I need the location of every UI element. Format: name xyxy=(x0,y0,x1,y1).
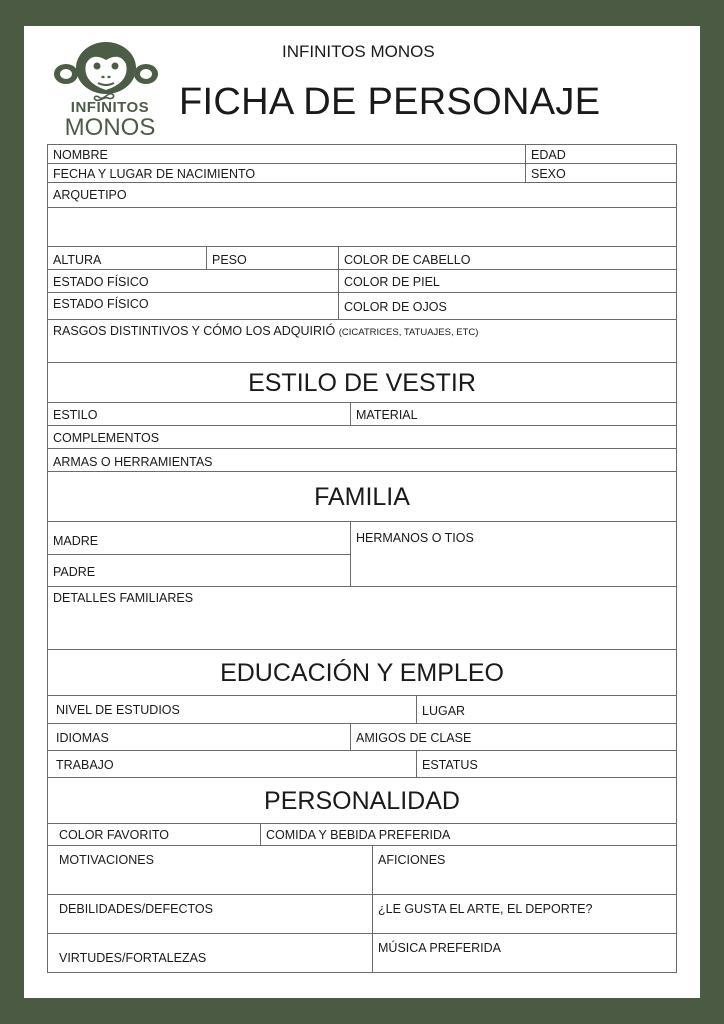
field-color-cabello[interactable] xyxy=(338,246,677,270)
label-detalles-familiares: DETALLES FAMILIARES xyxy=(53,591,194,605)
label-peso: PESO xyxy=(212,253,247,267)
logo-text-top: INFINITOS xyxy=(70,99,150,116)
field-madre[interactable] xyxy=(47,521,351,555)
field-comida-bebida[interactable] xyxy=(260,823,677,846)
label-virtudes: VIRTUDES/FORTALEZAS xyxy=(59,951,207,965)
label-motivaciones: MOTIVACIONES xyxy=(59,853,154,867)
label-estilo: ESTILO xyxy=(53,408,98,422)
label-rasgos xyxy=(53,323,478,341)
field-nivel-estudios[interactable] xyxy=(47,695,417,724)
field-edad[interactable] xyxy=(525,144,677,164)
field-arquetipo-area[interactable] xyxy=(47,207,677,247)
page-title: FICHA DE PERSONAJE xyxy=(179,81,601,123)
brand-name: INFINITOS MONOS xyxy=(282,42,435,61)
label-rasgos-note: (CICATRICES, TATUAJES, ETC) xyxy=(338,327,479,338)
label-comida-bebida: COMIDA Y BEBIDA PREFERIDA xyxy=(266,828,451,842)
field-sexo[interactable] xyxy=(525,163,677,183)
field-debilidades[interactable] xyxy=(47,894,373,934)
heading-personalidad: PERSONALIDAD xyxy=(264,786,460,815)
field-motivaciones[interactable] xyxy=(47,845,373,895)
label-estado-fisico-2: ESTADO FÍSICO xyxy=(53,297,149,311)
field-trabajo[interactable] xyxy=(47,750,417,778)
monkey-logo-icon xyxy=(52,38,162,102)
label-nivel-estudios: NIVEL DE ESTUDIOS xyxy=(56,703,180,717)
field-padre[interactable] xyxy=(47,554,351,587)
section-familia xyxy=(47,471,677,522)
logo-text-bottom: MONOS xyxy=(64,114,156,141)
section-educacion-empleo xyxy=(47,649,677,696)
label-edad: EDAD xyxy=(531,148,566,162)
label-padre: PADRE xyxy=(53,565,96,579)
field-color-piel[interactable] xyxy=(338,269,677,293)
label-musica: MÚSICA PREFERIDA xyxy=(378,941,501,955)
logo xyxy=(52,38,162,141)
field-peso[interactable] xyxy=(206,246,339,270)
label-aficiones: AFICIONES xyxy=(378,853,446,867)
field-hermanos[interactable] xyxy=(350,521,677,587)
label-altura: ALTURA xyxy=(53,253,102,267)
heading-familia: FAMILIA xyxy=(314,482,410,511)
label-sexo: SEXO xyxy=(531,167,566,181)
label-arte-deporte: ¿LE GUSTA EL ARTE, EL DEPORTE? xyxy=(378,902,593,916)
label-madre: MADRE xyxy=(53,534,99,548)
label-color-piel: COLOR DE PIEL xyxy=(344,275,440,289)
field-estado-fisico-2[interactable] xyxy=(47,292,339,320)
field-idiomas[interactable] xyxy=(47,723,351,751)
label-arquetipo: ARQUETIPO xyxy=(53,188,127,202)
label-estado-fisico-1: ESTADO FÍSICO xyxy=(53,275,149,289)
field-armas[interactable] xyxy=(47,448,677,472)
field-detalles-familiares[interactable] xyxy=(47,586,677,650)
label-nombre: NOMBRE xyxy=(53,148,108,162)
field-altura[interactable] xyxy=(47,246,207,270)
field-fecha-lugar[interactable] xyxy=(47,163,526,183)
heading-educacion-empleo: EDUCACIÓN Y EMPLEO xyxy=(220,658,504,687)
field-amigos-clase[interactable] xyxy=(350,723,677,751)
field-estatus[interactable] xyxy=(416,750,677,778)
label-hermanos: HERMANOS O TIOS xyxy=(356,531,474,545)
field-nombre[interactable] xyxy=(47,144,526,164)
field-estilo[interactable] xyxy=(47,402,351,426)
label-rasgos-main: RASGOS DISTINTIVOS Y CÓMO LOS ADQUIRIÓ xyxy=(53,324,336,338)
label-color-ojos: COLOR DE OJOS xyxy=(344,300,447,314)
label-amigos-clase: AMIGOS DE CLASE xyxy=(356,731,472,745)
label-estatus: ESTATUS xyxy=(422,758,478,772)
section-personalidad xyxy=(47,777,677,824)
field-rasgos[interactable] xyxy=(47,319,677,363)
heading-estilo-de-vestir: ESTILO DE VESTIR xyxy=(248,368,476,397)
section-estilo-de-vestir xyxy=(47,362,677,403)
label-color-favorito: COLOR FAVORITO xyxy=(59,828,169,842)
field-complementos[interactable] xyxy=(47,425,677,449)
character-sheet xyxy=(24,26,700,998)
field-musica[interactable] xyxy=(372,933,677,973)
field-color-favorito[interactable] xyxy=(47,823,261,846)
label-idiomas: IDIOMAS xyxy=(56,731,109,745)
label-trabajo: TRABAJO xyxy=(56,758,114,772)
label-complementos: COMPLEMENTOS xyxy=(53,431,160,445)
label-lugar: LUGAR xyxy=(422,704,466,718)
label-fecha-lugar: FECHA Y LUGAR DE NACIMIENTO xyxy=(53,167,256,181)
label-armas: ARMAS O HERRAMIENTAS xyxy=(53,455,213,469)
label-material: MATERIAL xyxy=(356,408,418,422)
field-estado-fisico-1[interactable] xyxy=(47,269,339,293)
field-arquetipo[interactable] xyxy=(47,182,677,208)
field-aficiones[interactable] xyxy=(372,845,677,895)
field-lugar[interactable] xyxy=(416,695,677,724)
label-debilidades: DEBILIDADES/DEFECTOS xyxy=(59,902,213,916)
field-arte-deporte[interactable] xyxy=(372,894,677,934)
field-virtudes[interactable] xyxy=(47,933,373,973)
field-material[interactable] xyxy=(350,402,677,426)
field-color-ojos[interactable] xyxy=(338,292,677,320)
label-color-cabello: COLOR DE CABELLO xyxy=(344,253,471,267)
